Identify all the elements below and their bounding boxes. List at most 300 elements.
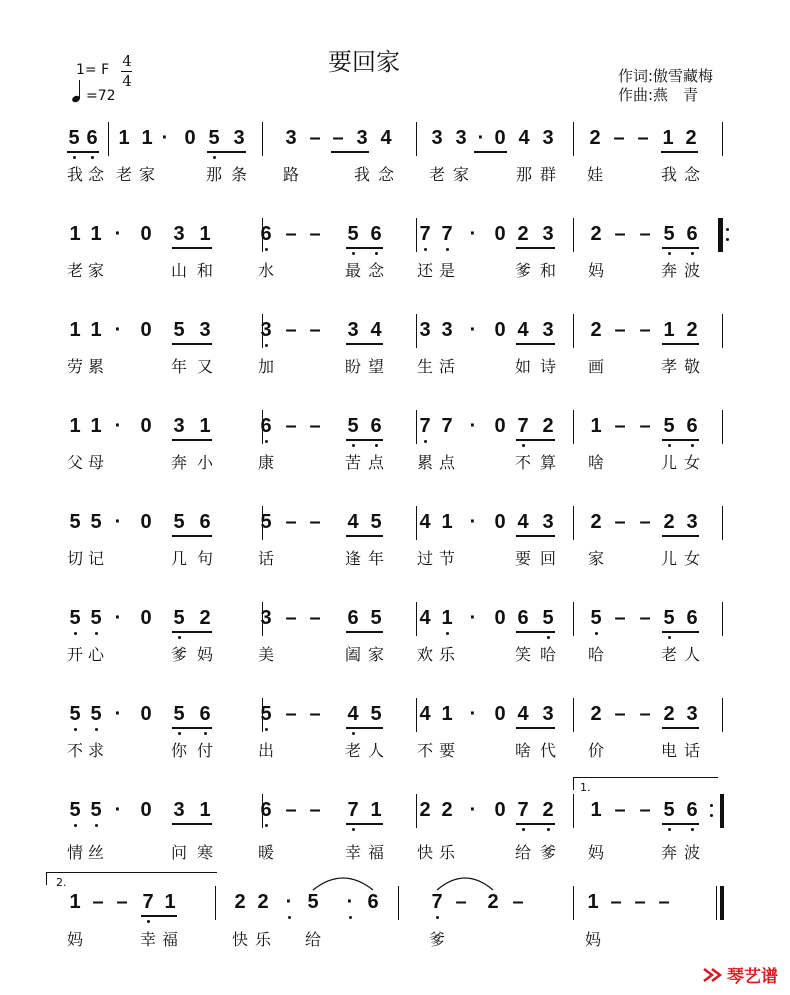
jianpu-note: 1 xyxy=(199,223,211,245)
jianpu-note: 5 xyxy=(370,703,382,725)
jianpu-note: 4 xyxy=(419,607,431,629)
jianpu-note: 5 xyxy=(90,511,102,533)
lyric-char: 最 xyxy=(344,261,362,280)
eighth-underline xyxy=(172,823,212,825)
barline xyxy=(262,794,263,828)
lyric-char: 爹 xyxy=(514,261,532,280)
lyric-char: 爹 xyxy=(170,645,188,664)
low-octave-dot xyxy=(74,824,77,827)
jianpu-note: 0 xyxy=(140,511,152,533)
lyric-char: 望 xyxy=(367,357,385,376)
dash-mark: – xyxy=(309,127,321,149)
lyric-char: 妈 xyxy=(587,261,605,280)
jianpu-note: 3 xyxy=(173,799,185,821)
dot-mark: · xyxy=(469,703,477,725)
low-octave-dot xyxy=(265,344,268,347)
eighth-underline xyxy=(662,535,699,537)
eighth-underline xyxy=(516,823,555,825)
dot-mark: · xyxy=(161,127,169,149)
low-octave-dot xyxy=(349,916,352,919)
final-bar xyxy=(720,886,724,920)
low-octave-dot xyxy=(547,828,550,831)
jianpu-note: 2 xyxy=(542,415,554,437)
jianpu-note: 6 xyxy=(260,223,272,245)
lyric-char: 我 xyxy=(353,165,371,184)
jianpu-note: 5 xyxy=(663,223,675,245)
lyric-char: 快 xyxy=(231,930,249,949)
lyric-char: 活 xyxy=(438,357,456,376)
jianpu-note: 1 xyxy=(118,127,130,149)
lyric-char: 那 xyxy=(205,165,223,184)
low-octave-dot xyxy=(265,824,268,827)
jianpu-note: 1 xyxy=(590,415,602,437)
lyric-char: 你 xyxy=(170,741,188,760)
jianpu-note: 3 xyxy=(199,319,211,341)
jianpu-note: 6 xyxy=(347,607,359,629)
jianpu-note: 3 xyxy=(431,127,443,149)
dot-mark: · xyxy=(469,223,477,245)
dash-mark: – xyxy=(309,607,321,629)
jianpu-note: 6 xyxy=(370,415,382,437)
dash-mark: – xyxy=(92,891,104,913)
barline xyxy=(573,314,574,348)
dot-mark: · xyxy=(469,319,477,341)
dash-mark: – xyxy=(285,511,297,533)
dot-mark: · xyxy=(469,415,477,437)
eighth-underline xyxy=(516,727,555,729)
jianpu-note: 3 xyxy=(233,127,245,149)
jianpu-note: 4 xyxy=(347,703,359,725)
jianpu-note: 5 xyxy=(260,511,272,533)
jianpu-note: 2 xyxy=(663,703,675,725)
tie-arc xyxy=(437,878,493,890)
jianpu-note: 1 xyxy=(441,703,453,725)
song-title: 要回家 xyxy=(328,48,400,76)
barline xyxy=(573,410,574,444)
lyric-char: 啥 xyxy=(514,741,532,760)
jianpu-note: 0 xyxy=(494,607,506,629)
dash-mark: – xyxy=(309,799,321,821)
dash-mark: – xyxy=(614,223,626,245)
tempo-marking: =72 xyxy=(86,88,116,104)
lyric-char: 切 xyxy=(66,549,84,568)
lyric-char: 老 xyxy=(660,645,678,664)
low-octave-dot xyxy=(691,252,694,255)
dash-mark: – xyxy=(285,703,297,725)
lyric-char: 奔 xyxy=(170,453,188,472)
dash-mark: – xyxy=(309,703,321,725)
lyric-char: 付 xyxy=(196,741,214,760)
jianpu-note: 7 xyxy=(441,415,453,437)
eighth-underline xyxy=(662,343,699,345)
jianpu-note: 3 xyxy=(260,607,272,629)
dash-mark: – xyxy=(639,415,651,437)
composer-credit: 作曲:燕 青 xyxy=(618,86,699,104)
barline xyxy=(573,794,574,828)
eighth-underline xyxy=(346,727,383,729)
lyric-char: 人 xyxy=(683,645,701,664)
time-signature-top: 4 xyxy=(122,52,132,70)
lyric-char: 条 xyxy=(230,165,248,184)
lyric-char: 妈 xyxy=(66,930,84,949)
lyric-char: 老 xyxy=(66,261,84,280)
jianpu-note: 5 xyxy=(307,891,319,913)
watermark-text: 琴艺谱 xyxy=(727,967,778,987)
lyric-char: 家 xyxy=(138,165,156,184)
jianpu-note: 1 xyxy=(441,607,453,629)
lyric-char: 波 xyxy=(683,843,701,862)
dash-mark: – xyxy=(637,127,649,149)
lyric-char: 山 xyxy=(170,261,188,280)
low-octave-dot xyxy=(265,440,268,443)
jianpu-note: 1 xyxy=(90,415,102,437)
dot-mark: · xyxy=(114,703,122,725)
low-octave-dot xyxy=(265,728,268,731)
jianpu-note: 1 xyxy=(587,891,599,913)
eighth-underline xyxy=(662,631,699,633)
repeat-dot xyxy=(710,804,713,807)
repeat-end-bar xyxy=(720,794,724,828)
jianpu-note: 5 xyxy=(663,799,675,821)
lyric-char: 老 xyxy=(344,741,362,760)
barline xyxy=(262,506,263,540)
lyric-char: 爹 xyxy=(539,843,557,862)
low-octave-dot xyxy=(95,632,98,635)
dot-mark: · xyxy=(469,607,477,629)
lyric-char: 美 xyxy=(257,645,275,664)
jianpu-note: 4 xyxy=(380,127,392,149)
lyric-char: 累 xyxy=(87,357,105,376)
barline xyxy=(722,410,723,444)
low-octave-dot xyxy=(522,444,525,447)
jianpu-note: 3 xyxy=(455,127,467,149)
repeat-start-bar xyxy=(718,218,722,252)
barline xyxy=(416,794,417,828)
jianpu-note: 4 xyxy=(517,703,529,725)
jianpu-note: 0 xyxy=(140,319,152,341)
low-octave-dot xyxy=(95,728,98,731)
eighth-underline xyxy=(207,151,246,153)
jianpu-note: 0 xyxy=(140,415,152,437)
dot-mark: · xyxy=(346,891,354,913)
lyric-char: 给 xyxy=(514,843,532,862)
low-octave-dot xyxy=(668,828,671,831)
lyric-char: 家 xyxy=(452,165,470,184)
jianpu-note: 5 xyxy=(590,607,602,629)
jianpu-note: 5 xyxy=(347,223,359,245)
lyric-char: 代 xyxy=(539,741,557,760)
dash-mark: – xyxy=(639,223,651,245)
dash-mark: – xyxy=(639,511,651,533)
lyric-char: 心 xyxy=(87,645,105,664)
barline xyxy=(722,122,723,156)
low-octave-dot xyxy=(204,732,207,735)
barline xyxy=(416,122,417,156)
low-octave-dot xyxy=(178,732,181,735)
lyric-char: 念 xyxy=(683,165,701,184)
eighth-underline xyxy=(172,247,212,249)
eighth-underline xyxy=(662,823,699,825)
dash-mark: – xyxy=(658,891,670,913)
barline xyxy=(416,602,417,636)
jianpu-note: 2 xyxy=(590,223,602,245)
repeat-dot xyxy=(726,238,729,241)
lyric-char: 不 xyxy=(66,741,84,760)
lyric-char: 要 xyxy=(514,549,532,568)
eighth-underline xyxy=(346,247,383,249)
barline xyxy=(716,886,717,920)
lyric-char: 电 xyxy=(660,741,678,760)
barline xyxy=(398,886,399,920)
jianpu-note: 5 xyxy=(69,703,81,725)
jianpu-note: 0 xyxy=(494,415,506,437)
jianpu-note: 2 xyxy=(257,891,269,913)
lyric-char: 母 xyxy=(87,453,105,472)
jianpu-note: 3 xyxy=(542,703,554,725)
jianpu-note: 5 xyxy=(260,703,272,725)
jianpu-note: 5 xyxy=(173,607,185,629)
jianpu-note: 1 xyxy=(590,799,602,821)
lyric-char: 算 xyxy=(539,453,557,472)
lyric-char: 逢 xyxy=(344,549,362,568)
jianpu-note: 1 xyxy=(164,891,176,913)
jianpu-note: 7 xyxy=(419,223,431,245)
jianpu-note: 5 xyxy=(173,511,185,533)
jianpu-note: 3 xyxy=(686,703,698,725)
lyric-char: 儿 xyxy=(660,453,678,472)
low-octave-dot xyxy=(265,248,268,251)
low-octave-dot xyxy=(178,636,181,639)
jianpu-note: 3 xyxy=(356,127,368,149)
low-octave-dot xyxy=(213,156,216,159)
dash-mark: – xyxy=(614,415,626,437)
lyric-char: 给 xyxy=(304,930,322,949)
low-octave-dot xyxy=(91,156,94,159)
lyric-char: 问 xyxy=(170,843,188,862)
low-octave-dot xyxy=(95,824,98,827)
barline xyxy=(262,122,263,156)
low-octave-dot xyxy=(74,728,77,731)
lyric-char: 过 xyxy=(416,549,434,568)
lyric-char: 是 xyxy=(438,261,456,280)
lyric-char: 不 xyxy=(514,453,532,472)
repeat-dot xyxy=(710,814,713,817)
lyric-char: 如 xyxy=(514,357,532,376)
key-signature: 1= F xyxy=(76,62,110,78)
dot-mark: · xyxy=(114,799,122,821)
jianpu-note: 5 xyxy=(90,703,102,725)
jianpu-note: 6 xyxy=(199,703,211,725)
low-octave-dot xyxy=(691,444,694,447)
jianpu-note: 1 xyxy=(441,511,453,533)
eighth-underline xyxy=(516,535,555,537)
jianpu-note: 3 xyxy=(542,511,554,533)
jianpu-note: 0 xyxy=(140,223,152,245)
dash-mark: – xyxy=(309,319,321,341)
jianpu-note: 5 xyxy=(663,607,675,629)
lyric-char: 幸 xyxy=(139,930,157,949)
lyric-char: 阖 xyxy=(344,645,362,664)
lyric-char: 女 xyxy=(683,453,701,472)
barline xyxy=(722,506,723,540)
barline xyxy=(262,602,263,636)
barline xyxy=(573,218,574,252)
lyric-char: 出 xyxy=(257,741,275,760)
lyric-char: 那 xyxy=(515,165,533,184)
jianpu-note: 4 xyxy=(419,511,431,533)
dot-mark: · xyxy=(469,511,477,533)
watermark-logo xyxy=(702,962,778,987)
jianpu-note: 6 xyxy=(370,223,382,245)
dash-mark: – xyxy=(309,511,321,533)
low-octave-dot xyxy=(352,732,355,735)
barline xyxy=(573,506,574,540)
barline xyxy=(573,886,574,920)
lyric-char: 点 xyxy=(438,453,456,472)
eighth-underline xyxy=(67,151,99,153)
jianpu-note: 3 xyxy=(542,127,554,149)
eighth-underline xyxy=(346,631,383,633)
jianpu-note: 6 xyxy=(686,607,698,629)
dash-mark: – xyxy=(639,799,651,821)
lyric-char: 笑 xyxy=(514,645,532,664)
jianpu-note: 4 xyxy=(419,703,431,725)
jianpu-note: 3 xyxy=(347,319,359,341)
low-octave-dot xyxy=(147,920,150,923)
lyric-char: 快 xyxy=(416,843,434,862)
barline xyxy=(573,602,574,636)
low-octave-dot xyxy=(522,828,525,831)
low-octave-dot xyxy=(73,156,76,159)
jianpu-note: 6 xyxy=(686,415,698,437)
jianpu-note: 5 xyxy=(208,127,220,149)
lyric-char: 爹 xyxy=(428,930,446,949)
eighth-underline xyxy=(516,343,555,345)
lyric-char: 康 xyxy=(257,453,275,472)
jianpu-note: 0 xyxy=(494,127,506,149)
lyric-char: 和 xyxy=(196,261,214,280)
jianpu-note: 1 xyxy=(69,223,81,245)
lyric-char: 水 xyxy=(257,261,275,280)
dot-mark: · xyxy=(469,799,477,821)
dash-mark: – xyxy=(614,799,626,821)
lyric-char: 节 xyxy=(438,549,456,568)
lyric-char: 乐 xyxy=(438,843,456,862)
barline xyxy=(722,218,723,252)
lyric-char: 家 xyxy=(367,645,385,664)
barline xyxy=(262,410,263,444)
jianpu-note: 0 xyxy=(140,607,152,629)
first-ending-number: 1. xyxy=(580,781,591,794)
jianpu-note: 1 xyxy=(199,799,211,821)
jianpu-note: 0 xyxy=(494,319,506,341)
dash-mark: – xyxy=(614,703,626,725)
barline xyxy=(262,218,263,252)
jianpu-note: 3 xyxy=(173,223,185,245)
lyric-char: 啥 xyxy=(587,453,605,472)
jianpu-note: 7 xyxy=(517,799,529,821)
barline xyxy=(416,506,417,540)
lyric-char: 情 xyxy=(66,843,84,862)
lyric-char: 又 xyxy=(196,357,214,376)
dot-mark: · xyxy=(114,511,122,533)
jianpu-note: 7 xyxy=(142,891,154,913)
lyric-char: 生 xyxy=(416,357,434,376)
jianpu-note: 1 xyxy=(199,415,211,437)
jianpu-note: 2 xyxy=(590,511,602,533)
jianpu-note: 4 xyxy=(517,319,529,341)
lyric-char: 苦 xyxy=(344,453,362,472)
eighth-underline xyxy=(141,915,177,917)
low-octave-dot xyxy=(446,632,449,635)
low-octave-dot xyxy=(595,632,598,635)
barline xyxy=(416,410,417,444)
eighth-underline xyxy=(516,631,555,633)
jianpu-note: 2 xyxy=(487,891,499,913)
lyric-char: 路 xyxy=(282,165,300,184)
lyric-char: 奔 xyxy=(660,261,678,280)
lyric-char: 老 xyxy=(115,165,133,184)
lyric-char: 年 xyxy=(170,357,188,376)
jianpu-note: 1 xyxy=(370,799,382,821)
jianpu-note: 2 xyxy=(419,799,431,821)
jianpu-note: 7 xyxy=(517,415,529,437)
tie-arc xyxy=(313,878,373,890)
jianpu-note: 5 xyxy=(69,799,81,821)
dash-mark: – xyxy=(634,891,646,913)
jianpu-note: 1 xyxy=(69,891,81,913)
lyric-char: 劳 xyxy=(66,357,84,376)
lyric-char: 福 xyxy=(367,843,385,862)
lyric-char: 妈 xyxy=(587,843,605,862)
jianpu-note: 4 xyxy=(370,319,382,341)
jianpu-note: 6 xyxy=(367,891,379,913)
eighth-underline xyxy=(331,151,369,153)
eighth-underline xyxy=(662,727,699,729)
lyric-char: 乐 xyxy=(438,645,456,664)
lyric-char: 话 xyxy=(257,549,275,568)
dash-mark: – xyxy=(614,511,626,533)
jianpu-note: 1 xyxy=(663,319,675,341)
jianpu-note: 0 xyxy=(494,799,506,821)
barline xyxy=(215,886,216,920)
lyric-char: 福 xyxy=(161,930,179,949)
dash-mark: – xyxy=(639,319,651,341)
lyric-char: 家 xyxy=(587,549,605,568)
jianpu-note: 5 xyxy=(173,703,185,725)
jianpu-note: 5 xyxy=(68,127,80,149)
barline xyxy=(416,218,417,252)
lyric-char: 女 xyxy=(683,549,701,568)
jianpu-note: 5 xyxy=(173,319,185,341)
dot-mark: · xyxy=(114,607,122,629)
low-octave-dot xyxy=(691,828,694,831)
repeat-dot xyxy=(726,228,729,231)
jianpu-note: 4 xyxy=(347,511,359,533)
jianpu-note: 3 xyxy=(542,319,554,341)
jianpu-note: 0 xyxy=(184,127,196,149)
lyric-char: 奔 xyxy=(660,843,678,862)
lyric-char: 要 xyxy=(438,741,456,760)
dash-mark: – xyxy=(639,703,651,725)
lyric-char: 哈 xyxy=(539,645,557,664)
lyric-char: 哈 xyxy=(587,645,605,664)
lyric-char: 老 xyxy=(428,165,446,184)
lyric-char: 不 xyxy=(416,741,434,760)
jianpu-note: 2 xyxy=(663,511,675,533)
piano-logo-icon xyxy=(702,966,724,984)
lyric-char: 妈 xyxy=(196,645,214,664)
